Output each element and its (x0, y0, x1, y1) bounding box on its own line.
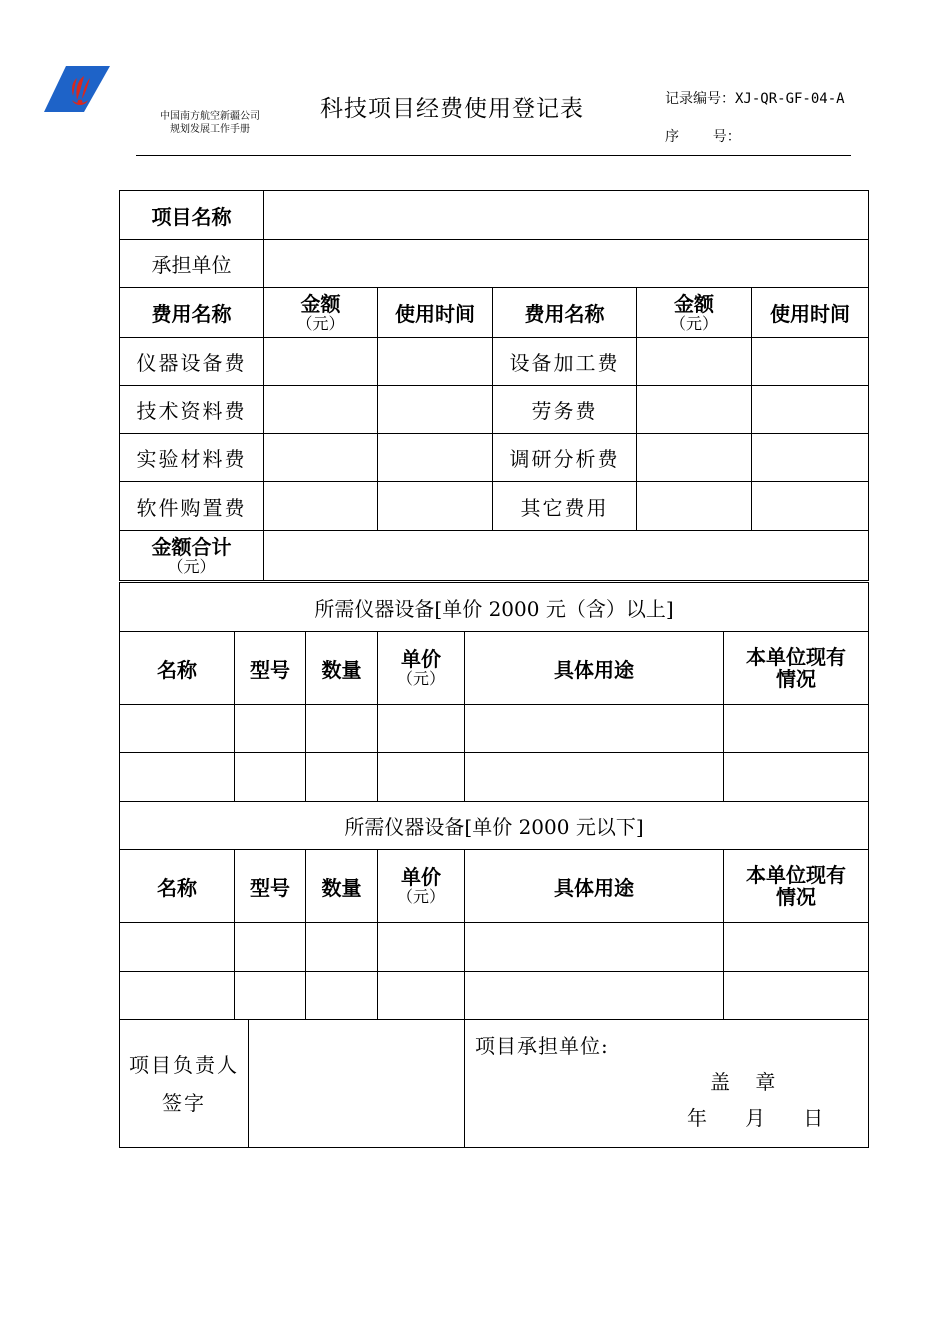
page-title: 科技项目经费使用登记表 (320, 96, 584, 122)
equip-model-field[interactable] (235, 972, 306, 1020)
header-divider (136, 155, 851, 156)
equip-name-field[interactable] (120, 705, 235, 753)
equip-qty-field[interactable] (306, 753, 378, 802)
leader-signature-field[interactable] (249, 1020, 465, 1148)
equip-qty-field[interactable] (306, 972, 378, 1020)
amount-field[interactable] (264, 338, 378, 386)
expense-item-right: 调研分析费 (493, 434, 637, 482)
col-equip-status-line1: 本单位现有 (746, 645, 847, 669)
col-equip-price-unit: （元） (396, 887, 445, 906)
project-name-field[interactable] (264, 191, 869, 240)
col-equip-price (378, 632, 465, 705)
equipment-above-title: 所需仪器设备[单价 2000 元（含）以上] (120, 583, 869, 632)
expense-item-left: 技术资料费 (120, 386, 264, 434)
leader-sign-line1: 项目负责人 (129, 1052, 239, 1077)
company-name-line2: 规划发展工作手册 (170, 124, 250, 135)
leader-sign-line2: 签字 (162, 1090, 206, 1115)
equip-usage-field[interactable] (465, 753, 724, 802)
use-time-field[interactable] (752, 434, 869, 482)
amount-field[interactable] (637, 386, 752, 434)
equip-qty-field[interactable] (306, 923, 378, 972)
col-use-time-2: 使用时间 (752, 288, 869, 338)
amount-field[interactable] (264, 482, 378, 531)
total-amount-label (120, 531, 264, 581)
equip-price-field[interactable] (378, 972, 465, 1020)
col-equip-model: 型号 (235, 850, 306, 923)
col-equip-status-line1: 本单位现有 (746, 863, 847, 887)
amount-field[interactable] (637, 482, 752, 531)
sequence-number: 序 号： (665, 129, 741, 145)
expense-item-right: 劳务费 (493, 386, 637, 434)
col-equip-name: 名称 (120, 850, 235, 923)
col-equip-name: 名称 (120, 632, 235, 705)
expense-item-right: 设备加工费 (493, 338, 637, 386)
signature-table (119, 1019, 869, 1148)
equip-name-field[interactable] (120, 972, 235, 1020)
equipment-below-title: 所需仪器设备[单价 2000 元以下] (120, 802, 869, 850)
company-name (140, 110, 280, 136)
equip-price-field[interactable] (378, 705, 465, 753)
equip-model-field[interactable] (235, 753, 306, 802)
col-equip-usage: 具体用途 (465, 850, 724, 923)
col-equip-usage: 具体用途 (465, 632, 724, 705)
use-time-field[interactable] (378, 386, 493, 434)
total-amount-field[interactable] (264, 531, 869, 581)
project-unit-label: 承担单位 (120, 240, 264, 288)
equip-usage-field[interactable] (465, 705, 724, 753)
col-equip-qty: 数量 (306, 850, 378, 923)
equipment-above-table (119, 582, 869, 802)
equip-model-field[interactable] (235, 705, 306, 753)
unit-seal-area[interactable] (465, 1020, 869, 1148)
col-use-time: 使用时间 (378, 288, 493, 338)
amount-field[interactable] (637, 338, 752, 386)
project-name-label: 项目名称 (120, 191, 264, 240)
seal-text: 盖 章 (710, 1070, 776, 1094)
use-time-field[interactable] (752, 482, 869, 531)
col-expense-name: 费用名称 (120, 288, 264, 338)
total-unit: （元） (167, 556, 216, 576)
col-amount-2 (637, 288, 752, 338)
expense-item-left: 仪器设备费 (120, 338, 264, 386)
equip-status-field[interactable] (724, 753, 869, 802)
amount-field[interactable] (264, 434, 378, 482)
col-amount-unit-2: （元） (669, 313, 718, 333)
col-equip-price-unit: （元） (396, 669, 445, 688)
equip-usage-field[interactable] (465, 923, 724, 972)
col-equip-status (724, 632, 869, 705)
expense-item-left: 软件购置费 (120, 482, 264, 531)
date-text: 年 月 日 (687, 1106, 824, 1130)
equip-status-field[interactable] (724, 972, 869, 1020)
col-equip-price-label: 单价 (401, 865, 441, 889)
use-time-field[interactable] (752, 386, 869, 434)
col-amount-unit: （元） (296, 313, 345, 333)
company-name-line1: 中国南方航空新疆公司 (160, 111, 260, 122)
project-unit-field[interactable] (264, 240, 869, 288)
equip-status-field[interactable] (724, 705, 869, 753)
col-amount-label-2: 金额 (674, 291, 714, 316)
total-label: 金额合计 (151, 534, 232, 559)
col-equip-price-label: 单价 (401, 647, 441, 671)
equip-price-field[interactable] (378, 923, 465, 972)
col-equip-status-line2: 情况 (776, 885, 817, 909)
use-time-field[interactable] (752, 338, 869, 386)
col-amount (264, 288, 378, 338)
record-number: 记录编号：XJ-QR-GF-04-A (665, 91, 845, 107)
equip-model-field[interactable] (235, 923, 306, 972)
expense-item-right: 其它费用 (493, 482, 637, 531)
col-amount-label: 金额 (300, 291, 341, 316)
col-expense-name-2: 费用名称 (493, 288, 637, 338)
amount-field[interactable] (264, 386, 378, 434)
equip-name-field[interactable] (120, 753, 235, 802)
use-time-field[interactable] (378, 434, 493, 482)
leader-sign-label (120, 1020, 249, 1148)
use-time-field[interactable] (378, 482, 493, 531)
col-equip-price (378, 850, 465, 923)
equip-name-field[interactable] (120, 923, 235, 972)
company-logo-icon (44, 66, 110, 112)
col-equip-model: 型号 (235, 632, 306, 705)
col-equip-status (724, 850, 869, 923)
equip-status-field[interactable] (724, 923, 869, 972)
amount-field[interactable] (637, 434, 752, 482)
use-time-field[interactable] (378, 338, 493, 386)
expense-table (119, 190, 869, 581)
equip-usage-field[interactable] (465, 972, 724, 1020)
equipment-below-table (119, 801, 869, 1020)
expense-item-left: 实验材料费 (120, 434, 264, 482)
col-equip-status-line2: 情况 (776, 667, 817, 691)
col-equip-qty: 数量 (306, 632, 378, 705)
equip-price-field[interactable] (378, 753, 465, 802)
unit-seal-label: 项目承担单位: (475, 1034, 609, 1058)
equip-qty-field[interactable] (306, 705, 378, 753)
